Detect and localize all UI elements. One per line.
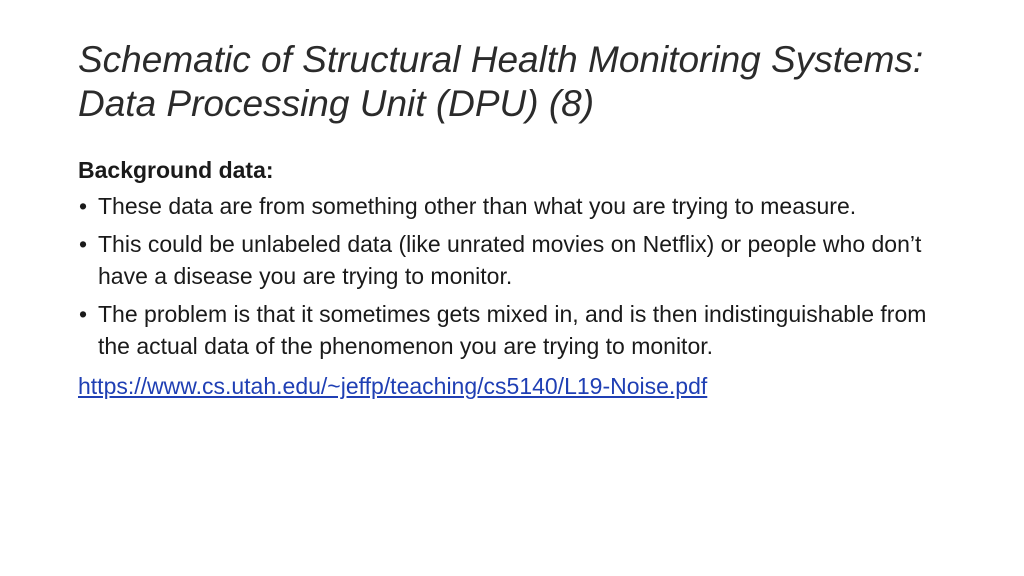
bullet-item <box>78 228 938 292</box>
slide-title <box>78 38 978 126</box>
bullet-icon: • <box>79 301 88 327</box>
reference-link[interactable]: https://www.cs.utah.edu/~jeffp/teaching/cs5140/L19-Noise.pdf <box>78 373 708 399</box>
bullet-icon: • <box>79 231 88 257</box>
section-heading: Background data: <box>78 157 274 183</box>
title-prefix: Schematic of Structural Health Monitoring Systems: <box>78 39 924 80</box>
title-emphasis: Data Processing Unit (DPU) (8) <box>78 83 595 124</box>
bullet-text: The problem is that it sometimes gets mixed in, and is then indistinguishable from the actual data of the phenomenon you are trying to monitor. <box>98 301 927 359</box>
bullet-item <box>78 190 938 222</box>
bullet-list <box>78 190 938 362</box>
slide-body <box>78 154 938 402</box>
bullet-icon: • <box>79 193 88 219</box>
bullet-text: This could be unlabeled data (like unrated movies on Netflix) or people who don’t have a disease you are trying to monitor. <box>98 231 922 289</box>
bullet-item <box>78 298 938 362</box>
bullet-text: These data are from something other than what you are trying to measure. <box>98 193 857 219</box>
